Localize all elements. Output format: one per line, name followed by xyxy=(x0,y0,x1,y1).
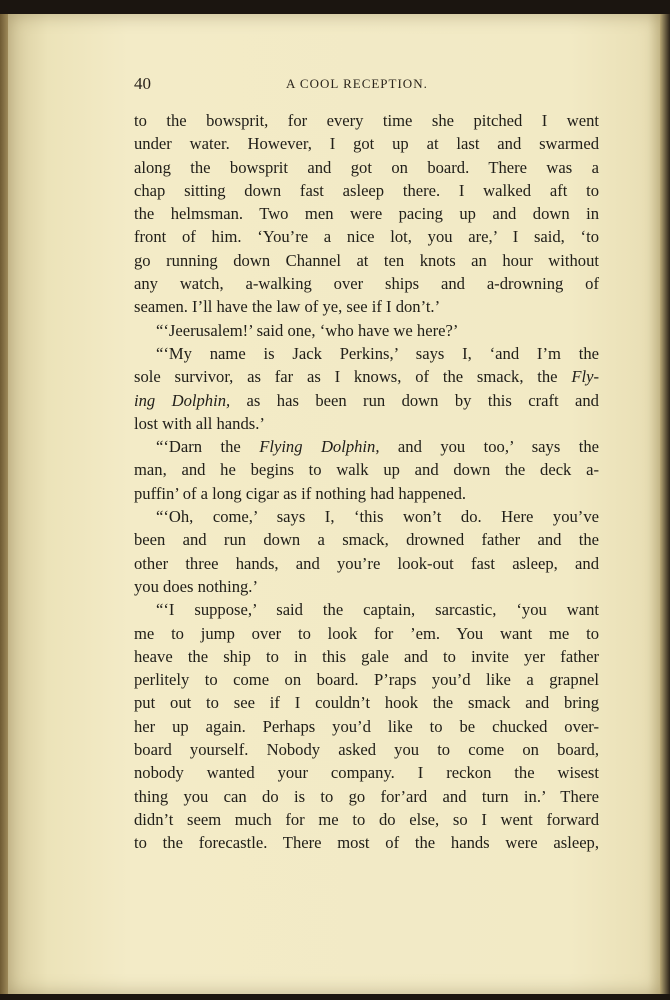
text-line xyxy=(134,528,599,551)
page-number: 40 xyxy=(134,74,151,93)
text-run: along the bowsprit and got on board. There was a xyxy=(134,157,599,177)
text-run: any watch, a-walking over ships and a-drowning of xyxy=(134,274,599,294)
text-line xyxy=(134,389,599,412)
text-run: “‘My name is Jack Perkins,’ says I, ‘and I’m the xyxy=(156,343,599,363)
text-line xyxy=(134,319,599,342)
text-run: the helmsman. Two men were pacing up and down in xyxy=(134,204,599,224)
text-line xyxy=(134,295,599,318)
text-run: “‘Jeerusalem!’ said one, ‘who have we here?’ xyxy=(156,320,459,340)
text-line xyxy=(134,808,599,831)
text-line xyxy=(134,132,599,155)
text-run: and you too,’ says the xyxy=(379,437,599,457)
text-line xyxy=(134,342,599,365)
page-edge xyxy=(660,14,670,994)
text-line xyxy=(134,575,599,598)
running-title: A COOL RECEPTION. xyxy=(286,76,428,91)
italic-run: Flying Dolphin, xyxy=(259,437,380,457)
text-line xyxy=(134,668,599,691)
text-line xyxy=(134,622,599,645)
text-run: go running down Channel at ten knots an hour without xyxy=(134,250,599,270)
text-run: as has been run down by this craft and xyxy=(230,390,599,410)
text-line xyxy=(134,458,599,481)
text-line xyxy=(134,225,599,248)
text-line xyxy=(134,435,599,458)
page-header xyxy=(134,74,600,96)
body-text xyxy=(134,109,599,855)
text-run: didn’t seem much for me to do else, so I went forward xyxy=(134,809,599,829)
text-line xyxy=(134,249,599,272)
text-run: you does nothing.’ xyxy=(134,576,258,596)
text-run: lost with all hands.’ xyxy=(134,413,265,433)
italic-run: Fly- xyxy=(571,367,599,387)
text-line xyxy=(134,202,599,225)
text-run: to the forecastle. There most of the hands were asleep, xyxy=(134,833,599,853)
text-line xyxy=(134,412,599,435)
text-line xyxy=(134,552,599,575)
text-line xyxy=(134,715,599,738)
text-run: thing you can do is to go for’ard and turn in.’ There xyxy=(134,786,599,806)
text-run: sole survivor, as far as I knows, of the smack, the xyxy=(134,367,572,387)
text-run: been and run down a smack, drowned father and the xyxy=(134,530,599,550)
text-run: other three hands, and you’re look-out fast asleep, and xyxy=(134,553,599,573)
text-run: board yourself. Nobody asked you to come on board, xyxy=(134,740,599,760)
text-line xyxy=(134,272,599,295)
text-line xyxy=(134,156,599,179)
text-line xyxy=(134,365,599,388)
text-line xyxy=(134,179,599,202)
text-line xyxy=(134,831,599,854)
text-line xyxy=(134,482,599,505)
text-line xyxy=(134,109,599,132)
text-run: “‘Darn the xyxy=(156,437,260,457)
text-run: seamen. I’ll have the law of ye, see if I don’t.’ xyxy=(134,297,441,317)
text-run: heave the ship to in this gale and to invite yer father xyxy=(134,646,599,666)
text-line xyxy=(134,785,599,808)
text-line xyxy=(134,645,599,668)
text-run: front of him. ‘You’re a nice lot, you are,’ I said, ‘to xyxy=(134,227,599,247)
text-run: me to jump over to look for ’em. You want me to xyxy=(134,623,599,643)
text-run: man, and he begins to walk up and down the deck a- xyxy=(134,460,599,480)
text-run: put out to see if I couldn’t hook the smack and bring xyxy=(134,693,599,713)
italic-run: ing Dolphin, xyxy=(134,390,231,410)
text-run: under water. However, I got up at last and swarmed xyxy=(134,134,599,154)
text-line xyxy=(134,761,599,784)
text-run: chap sitting down fast asleep there. I walked aft to xyxy=(134,180,599,200)
text-line xyxy=(134,505,599,528)
text-line xyxy=(134,738,599,761)
text-line xyxy=(134,691,599,714)
text-run: perlitely to come on board. P’raps you’d like a grapnel xyxy=(134,670,599,690)
text-run: “‘I suppose,’ said the captain, sarcastic, ‘you want xyxy=(156,600,599,620)
text-run: puffin’ of a long cigar as if nothing had happened. xyxy=(134,483,467,503)
text-run: to the bowsprit, for every time she pitched I went xyxy=(134,111,599,130)
text-line xyxy=(134,598,599,621)
text-run: nobody wanted your company. I reckon the wisest xyxy=(134,763,599,783)
text-run: her up again. Perhaps you’d like to be chucked over- xyxy=(134,716,599,736)
text-run: “‘Oh, come,’ says I, ‘this won’t do. Here you’ve xyxy=(156,507,599,527)
